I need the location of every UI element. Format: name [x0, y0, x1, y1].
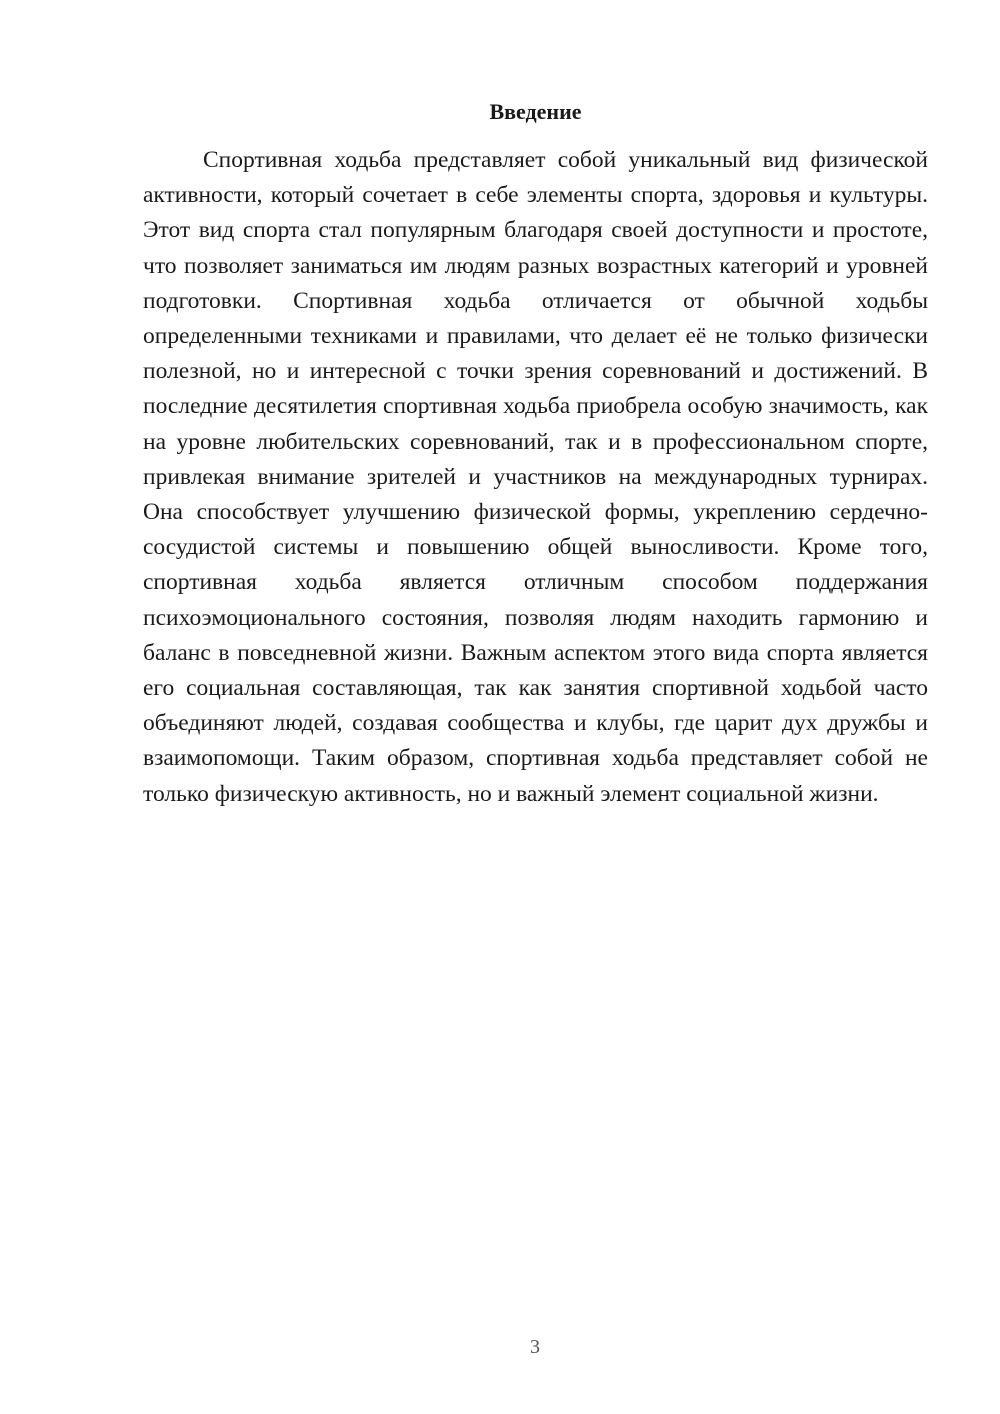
section-heading: Введение [489, 99, 582, 124]
body-paragraph: Спортивная ходьба представляет собой уникальный вид физической активности, который сочетает в себе элементы спорта, здоровья и культуры. Этот вид спорта стал популярным благодаря своей доступности и простоте, что позволяет заниматься им людям разных возрастных категорий и уровней подготовки. Спортивная ходьба отличается от обычной ходьбы определенными техниками и правилами, что делает её не только физически полезной, но и интересной с точки зрения соревнований и достижений. В последние десятилетия спортивная ходьба приобрела особую значимость, как на уровне любительских соревнований, так и в профессиональном спорте, привлекая внимание зрителей и участников на международных турнирах. Она способствует улучшению физической формы, укреплению сердечно-сосудистой системы и повышению общей выносливости. Кроме того, спортивная ходьба является отличным способом поддержания психоэмоционального состояния, позволяя людям находить гармонию и баланс в повседневной жизни. Важным аспектом этого вида спорта является его социальная составляющая, так как занятия спортивной ходьбой часто объединяют людей, создавая сообщества и клубы, где царит дух дружбы и взаимопомощи. Таким образом, спортивная ходьба представляет собой не только физическую активность, но и важный элемент социальной жизни. [143, 147, 928, 807]
page-number: 3 [530, 1336, 540, 1358]
